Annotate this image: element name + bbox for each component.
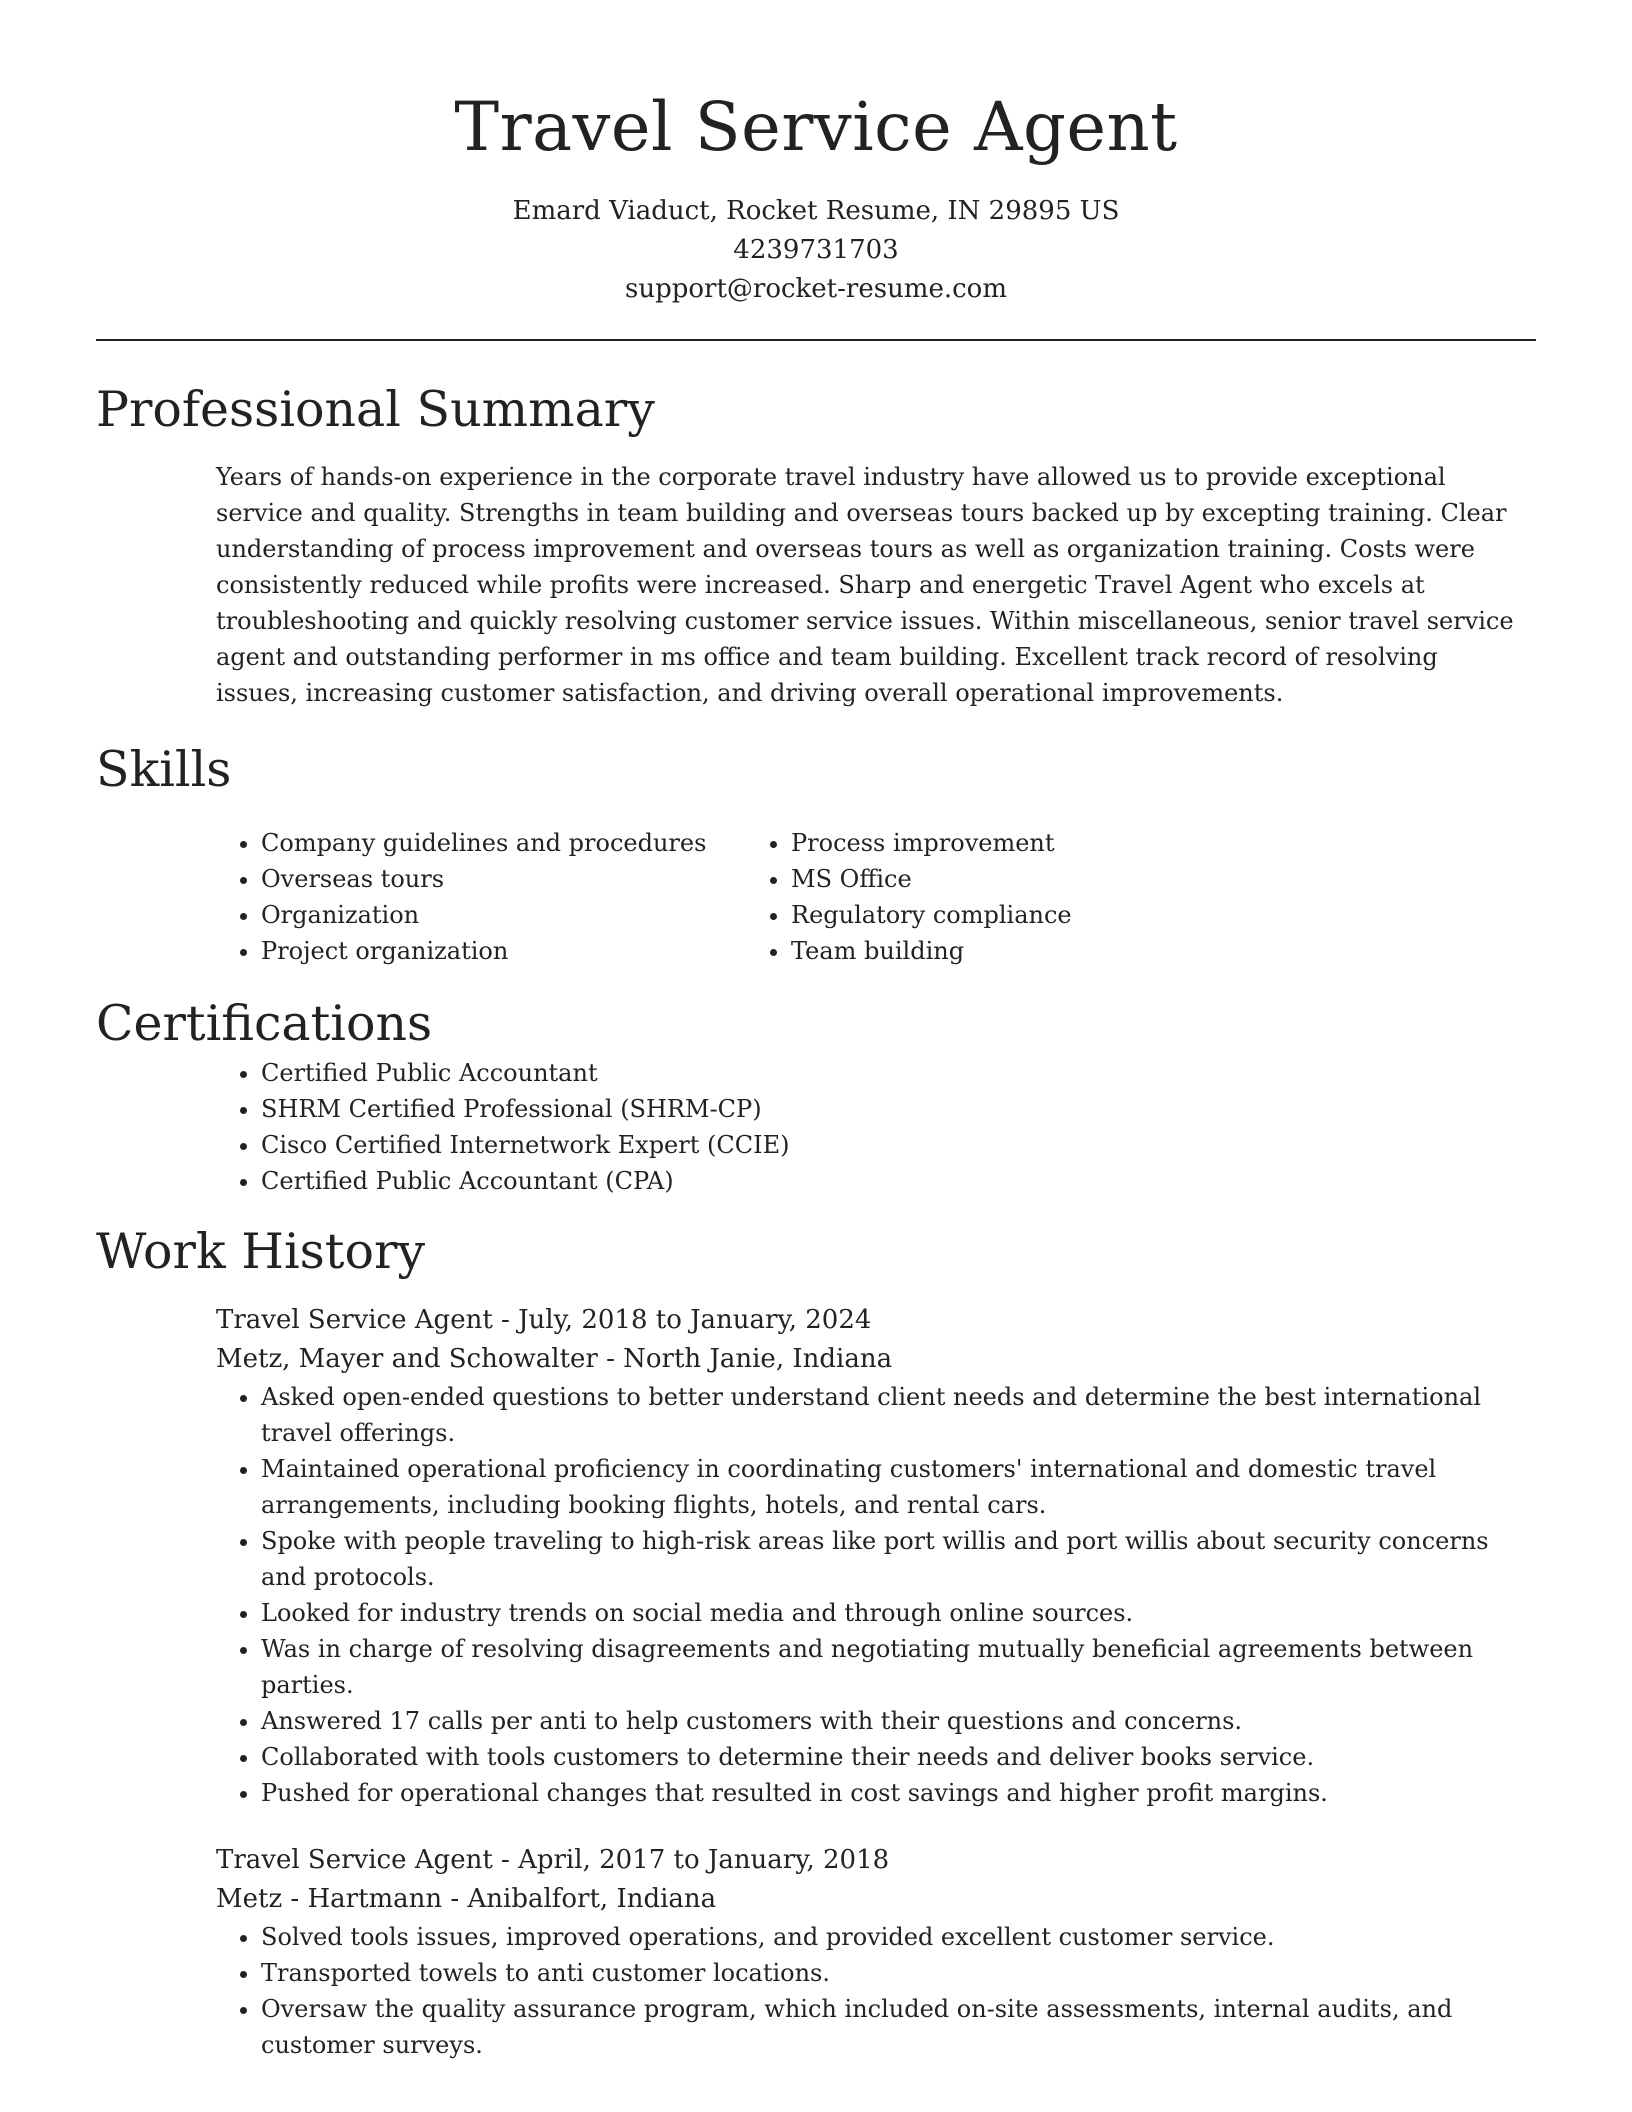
summary-text: Years of hands-on experience in the corporate travel industry have allowed us to provide exceptional service and quality. Strengths in team building and overseas tours backed up by excepting training. Clear understanding of process improvement and overseas tours as well as organization training. Costs were consistently reduced while profits were increased. Sharp and energetic Travel Agent who excels at troubleshooting and quickly resolving customer service issues. Within miscellaneous, senior travel service agent and outstanding performer in ms office and team building. Excellent track record of resolving issues, increasing customer satisfaction, and driving overall operational improvements. — [216, 463, 1514, 707]
candidate-title: Travel Service Agent — [454, 88, 1178, 166]
job-bullet-list — [216, 1379, 1536, 1811]
skill-item: • MS Office — [791, 861, 1291, 897]
job-entry — [216, 1301, 1536, 1811]
job-bullet: • Transported towels to anti customer locations. — [261, 1955, 1536, 1991]
resume-page — [96, 0, 1536, 2063]
job-bullet: • Maintained operational proficiency in coordinating customers' international and domestic travel arrangements, including booking flights, hotels, and rental cars. — [261, 1451, 1536, 1523]
email-line: support@rocket-resume.com — [624, 274, 1007, 304]
skill-item: • Project organization — [261, 933, 746, 969]
skill-item: • Process improvement — [791, 825, 1291, 861]
job-entry — [216, 1841, 1536, 2063]
skill-item: • Overseas tours — [261, 861, 746, 897]
job-company-line: Metz - Hartmann - Anibalfort, Indiana — [216, 1884, 717, 1914]
job-bullet: • Answered 17 calls per anti to help customers with their questions and concerns. — [261, 1703, 1536, 1739]
skill-item: • Company guidelines and procedures — [261, 825, 746, 861]
job-position-line: Travel Service Agent - April, 2017 to January, 2018 — [216, 1845, 890, 1875]
job-bullet: • Oversaw the quality assurance program, which included on-site assessments, internal audits, and customer surveys. — [261, 1991, 1536, 2063]
job-bullet-list — [216, 1919, 1536, 2063]
job-bullet: • Solved tools issues, improved operations, and provided excellent customer service. — [261, 1919, 1536, 1955]
job-bullet: • Looked for industry trends on social media and through online sources. — [261, 1595, 1536, 1631]
phone-line: 4239731703 — [733, 235, 899, 265]
certifications-heading: Certifications — [96, 995, 433, 1052]
job-bullet: • Collaborated with tools customers to determine their needs and deliver books service. — [261, 1739, 1536, 1775]
skill-item: • Team building — [791, 933, 1291, 969]
job-bullet: • Pushed for operational changes that resulted in cost savings and higher profit margins. — [261, 1775, 1536, 1811]
certification-item: • SHRM Certified Professional (SHRM-CP) — [261, 1091, 1536, 1127]
address-line: Emard Viaduct, Rocket Resume, IN 29895 US — [512, 196, 1120, 226]
skills-heading: Skills — [96, 741, 232, 798]
job-position-line: Travel Service Agent - July, 2018 to January, 2024 — [216, 1305, 872, 1335]
job-bullet: • Asked open-ended questions to better understand client needs and determine the best international travel offerings. — [261, 1379, 1536, 1451]
certification-item: • Cisco Certified Internetwork Expert (CCIE) — [261, 1127, 1536, 1163]
certification-item: • Certified Public Accountant (CPA) — [261, 1163, 1536, 1199]
certifications-list — [96, 1055, 1536, 1199]
summary-heading: Professional Summary — [96, 381, 655, 438]
resume-header — [96, 0, 1536, 309]
skills-list — [96, 825, 1536, 969]
job-bullet: • Was in charge of resolving disagreements and negotiating mutually beneficial agreements between parties. — [261, 1631, 1536, 1703]
certification-item: • Certified Public Accountant — [261, 1055, 1536, 1091]
job-bullet: • Spoke with people traveling to high-risk areas like port willis and port willis about security concerns and protocols. — [261, 1523, 1536, 1595]
job-company-line: Metz, Mayer and Schowalter - North Janie, Indiana — [216, 1344, 893, 1374]
skill-item: • Organization — [261, 897, 746, 933]
skills-column-1 — [96, 825, 746, 969]
work-history-heading: Work History — [96, 1223, 426, 1280]
skills-column-2 — [791, 825, 1291, 969]
contact-block — [96, 192, 1536, 309]
header-divider — [96, 339, 1536, 341]
skill-item: • Regulatory compliance — [791, 897, 1291, 933]
